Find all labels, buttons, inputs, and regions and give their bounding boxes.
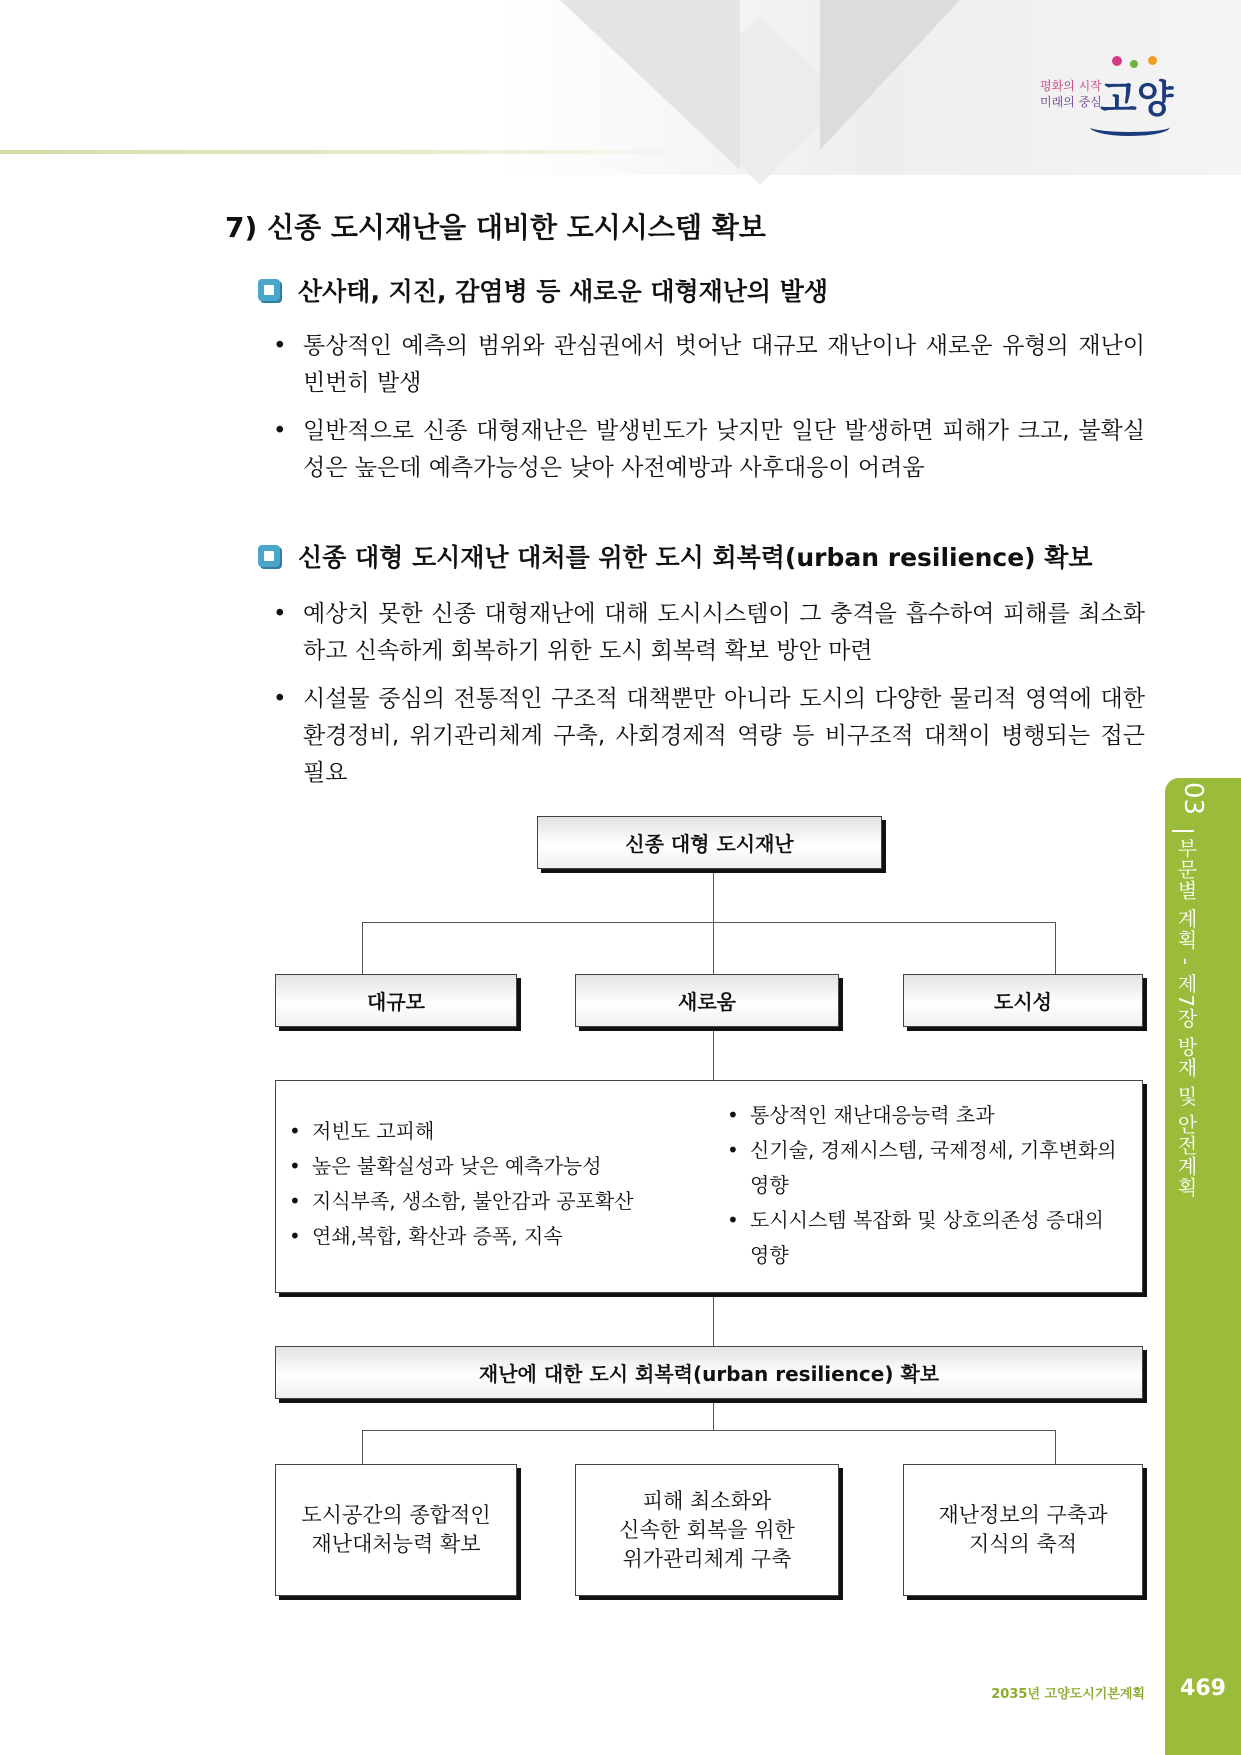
logo-name: 고양 bbox=[1100, 77, 1174, 121]
feature-item: • 통상적인 재난대응능력 초과 bbox=[725, 1098, 1125, 1133]
features-left-list bbox=[287, 1114, 707, 1254]
logo-slogan-line1: 평화의 시작 bbox=[1040, 79, 1102, 93]
connector-line bbox=[1055, 1430, 1056, 1464]
list-item: • 예상치 못한 신종 대형재난에 대해 도시시스템이 그 충격을 흡수하여 피해를 최소화하고 신속하게 회복하기 위한 도시 회복력 확보 방안 마련 bbox=[270, 596, 1145, 670]
chapter-number: 03 bbox=[1178, 782, 1208, 816]
bullet-list bbox=[270, 596, 1145, 803]
chapter-title: 부문별 계획 - 제7장 방재 및 안전계획 bbox=[1174, 838, 1198, 1199]
strategy-box: 재난정보의 구축과 지식의 축적 bbox=[903, 1464, 1143, 1596]
subsection-heading bbox=[258, 272, 828, 308]
strategy-box: 피해 최소화와 신속한 회복을 위한 위가관리체계 구축 bbox=[575, 1464, 839, 1596]
feature-item: • 지식부족, 생소함, 불안감과 공포확산 bbox=[287, 1184, 707, 1219]
goal-box: 재난에 대한 도시 회복력(urban resilience) 확보 bbox=[275, 1346, 1143, 1399]
bullet-list bbox=[270, 328, 1145, 498]
connector-line bbox=[713, 1292, 714, 1346]
square-bullet-icon bbox=[258, 279, 280, 301]
header-line bbox=[0, 150, 700, 154]
logo-dot bbox=[1148, 56, 1157, 65]
connector-line bbox=[362, 1430, 1056, 1431]
features-right-list bbox=[725, 1098, 1125, 1273]
header-decoration bbox=[560, 0, 740, 170]
logo-slogan-line2: 미래의 중심 bbox=[1040, 95, 1102, 109]
goyang-logo bbox=[1030, 48, 1180, 138]
chapter-divider bbox=[1172, 830, 1194, 832]
connector-line bbox=[362, 922, 363, 974]
feature-item: • 연쇄,복합, 확산과 증폭, 지속 bbox=[287, 1219, 707, 1254]
list-item: • 일반적으로 신종 대형재난은 발생빈도가 낮지만 일단 발생하면 피해가 크고, 불확실성은 높은데 예측가능성은 낮아 사전예방과 사후대응이 어려움 bbox=[270, 413, 1145, 487]
subsection-title: 산사태, 지진, 감염병 등 새로운 대형재난의 발생 bbox=[298, 277, 829, 306]
feature-item: • 높은 불확실성과 낮은 예측가능성 bbox=[287, 1149, 707, 1184]
feature-item: • 도시시스템 복잡화 및 상호의존성 증대의 영향 bbox=[725, 1203, 1125, 1273]
logo-arc bbox=[1090, 118, 1170, 136]
logo-slogan bbox=[1040, 78, 1102, 110]
footer-doc-title: 2035년 고양도시기본계획 bbox=[991, 1687, 1145, 1702]
category-box: 새로움 bbox=[575, 974, 839, 1027]
list-item: • 통상적인 예측의 범위와 관심권에서 벗어난 대규모 재난이나 새로운 유형의 재난이 빈번히 발생 bbox=[270, 328, 1145, 402]
connector-line bbox=[713, 868, 714, 923]
connector-line bbox=[362, 922, 1056, 923]
connector-line bbox=[713, 1398, 714, 1431]
subsection-title: 신종 대형 도시재난 대처를 위한 도시 회복력(urban resilience) 확보 bbox=[298, 543, 1093, 572]
page-number: 469 bbox=[1180, 1676, 1226, 1701]
square-bullet-icon bbox=[258, 545, 280, 567]
subsection-heading bbox=[258, 538, 1093, 574]
strategy-box: 도시공간의 종합적인 재난대처능력 확보 bbox=[275, 1464, 517, 1596]
connector-line bbox=[713, 922, 714, 974]
header-decoration bbox=[820, 0, 960, 150]
logo-dot bbox=[1112, 56, 1122, 66]
logo-dot bbox=[1130, 60, 1138, 68]
connector-line bbox=[1055, 922, 1056, 974]
connector-line bbox=[713, 1026, 714, 1080]
section-title: 7) 신종 도시재난을 대비한 도시시스템 확보 bbox=[225, 211, 766, 244]
feature-item: • 신기술, 경제시스템, 국제정세, 기후변화의 영향 bbox=[725, 1133, 1125, 1203]
diagram-top-box: 신종 대형 도시재난 bbox=[537, 816, 882, 869]
list-item: • 시설물 중심의 전통적인 구조적 대책뿐만 아니라 도시의 다양한 물리적 영역에 대한 환경정비, 위기관리체계 구축, 사회경제적 역량 등 비구조적 대책이 병행되는 접근 필요 bbox=[270, 681, 1145, 792]
connector-line bbox=[362, 1430, 363, 1464]
feature-item: • 저빈도 고피해 bbox=[287, 1114, 707, 1149]
category-box: 대규모 bbox=[275, 974, 517, 1027]
category-box: 도시성 bbox=[903, 974, 1143, 1027]
